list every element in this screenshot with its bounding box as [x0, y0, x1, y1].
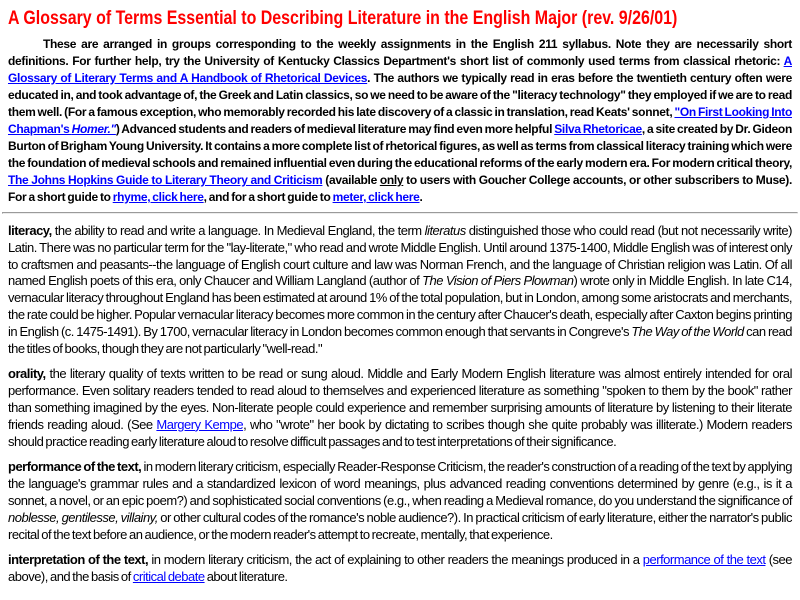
text-run: (available: [322, 173, 380, 187]
link-meter-guide[interactable]: meter, click here: [332, 190, 420, 204]
text-run: , and for a short guide to: [203, 190, 333, 204]
text-run: ) Advanced students and readers of medieval literature may find even more helpful: [115, 122, 555, 136]
text-run: These are arranged in groups corresponding to the weekly assignments in the English 211 syllabus. Note they are necessarily short definitions. For further help, try the University of Kentucky Classics Department's short list of commonly used terms from classical rhetoric:: [8, 37, 792, 68]
text-run: (see above), and the basis of: [8, 552, 792, 585]
entry-orality: [8, 366, 792, 450]
link-performance-of-the-text[interactable]: performance of the text: [642, 552, 766, 568]
text-run: in modern literary criticism, especially Reader-Response Criticism, the reader's construction of a reading of the text by applying the language's grammar rules and a standardized lexicon of word meanings, plus advanced reading conventions determined by genre (e.g., is it a sonnet, a novel, or an epic poem?) and sophisticated social conventions (e.g., when reading a Medieval romance, do you understand the significance of: [8, 459, 792, 508]
text-run: , who "wrote" her book by dictating to scribes though she quite probably was illiterate.) Modern readers should practice reading early literature aloud to resolve difficult passages and to test interpretations of their significance.: [8, 416, 792, 449]
text-run: ) wrote only in Middle English. In late C14, vernacular literacy throughout England has been estimated at around 1% of the total population, but in London, among some aristocrats and merchants, the rate could be higher. Popular vernacular literacy becomes more common in the century after Chaucer's death, especially after Caxton begins printing in English (c. 1475-1491). By 1700, vernacular literacy in London becomes common enough that servants in Congreve's: [8, 273, 792, 339]
emphasis-only: only: [379, 173, 404, 187]
link-uky-glossary-rhetorical-devices[interactable]: A Glossary of Literary Terms and A Handbook of Rhetorical Devices: [8, 54, 792, 85]
text-run: or other cultural codes of the romance's noble audience?). In practical criticism of early literature, either the narrator's public recital of the text before an audience, or the modern reader's attempt to recreate, mentally, that experience.: [8, 509, 792, 542]
text-run: The Way of the World: [631, 323, 744, 339]
text-run: The Vision of Piers Plowman: [422, 273, 574, 289]
text-run: literatus: [424, 223, 466, 238]
text-run: can read the titles of books, though they are not particularly "well-read.": [8, 323, 793, 356]
intro-paragraph: [8, 36, 792, 206]
text-run: in modern literary criticism, the act of explaining to other readers the meanings produced in a: [148, 552, 643, 568]
term-performance-of-the-text: performance of the text,: [8, 459, 142, 475]
text-run: the ability to read and write a language. In Medieval England, the term: [51, 223, 425, 238]
link-margery-kempe[interactable]: Margery Kempe: [156, 416, 244, 432]
horizontal-rule: [2, 212, 798, 214]
text-run: to users with Goucher College accounts, or other subscribers to Muse). For a short guide to: [8, 173, 792, 204]
text-run: noblesse, gentilesse, villainy,: [8, 509, 158, 525]
link-chapmans-homer[interactable]: Homer.": [71, 122, 116, 136]
entry-interpretation-of-the-text: [8, 552, 792, 586]
link-chapmans-homer[interactable]: "On First Looking Into Chapman's: [8, 105, 792, 136]
text-run: about literature.: [204, 569, 288, 585]
text-run: .: [419, 190, 423, 204]
text-run: distinguished those who could read (but not necessarily write) Latin. There was no particular term for the "lay-literate," who read and wrote Middle English. Until around 1375-1400, Middle English was of interest only to craftsmen and peasants--the language of English court culture and law was Norman French, and the language of Christian religion was Latin. Of all named English poets of this era, only Chaucer and William Langland (author of: [8, 223, 792, 289]
term-orality: orality,: [8, 366, 46, 382]
entry-performance-of-the-text: [8, 459, 792, 543]
text-run: , a site created by Dr. Gideon Burton of Brigham Young University. It contains a more complete list of rhetorical figures, as well as terms from classical literacy training which were the foundation of medieval schools and remained influential even during the educational reforms of the early modern era. For modern critical theory,: [8, 122, 792, 170]
entry-literacy: [8, 223, 792, 357]
term-literacy: literacy,: [8, 223, 52, 238]
term-interpretation-of-the-text: interpretation of the text,: [8, 552, 149, 568]
text-run: . The authors we typically read in eras before the twentieth century often were educated in, and took advantage of, the Greek and Latin classics, so we need to be aware of the "literacy technology" they employed if we are to read them well. (For a famous exception, who memorably recorded his late discovery of a classic in translation, read Keats' sonnet,: [8, 71, 792, 119]
page-title: A Glossary of Terms Essential to Describing Literature in the English Major (rev. 9/26/01): [8, 8, 678, 29]
link-critical-debate[interactable]: critical debate: [132, 569, 205, 585]
link-rhyme-guide[interactable]: rhyme, click here: [112, 190, 204, 204]
link-silva-rhetoricae[interactable]: Silva Rhetoricae: [554, 122, 642, 136]
text-run: the literary quality of texts written to be read or sung aloud. Middle and Early Modern English literature was almost entirely intended for oral performance. Even solitary readers tended to read aloud to themselves and experienced literature as something "spoken to them by the book" rather than something imagined by the eyes. Non-literate people could experience and remember surprising amounts of literature by listening to their literate friends reading aloud. (See: [8, 366, 792, 432]
link-johns-hopkins-guide[interactable]: The Johns Hopkins Guide to Literary Theory and Criticism: [8, 173, 323, 187]
paragraph-list: [8, 36, 792, 586]
